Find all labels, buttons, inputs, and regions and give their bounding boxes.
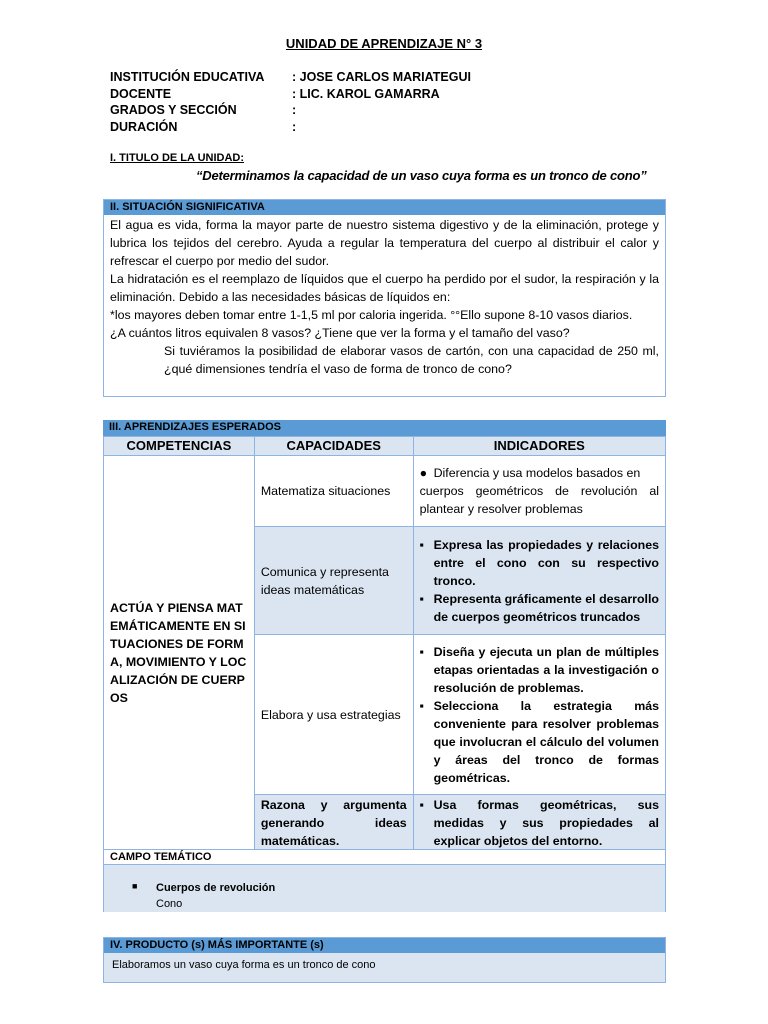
section4-heading: IV. PRODUCTO (s) MÁS IMPORTANTE (s) [104,938,665,953]
competencia-text: ACTÚA Y PIENSA MATEMÁTICAMENTE EN SITUACIONES DE FORMA, MOVIMIENTO Y LOCALIZACIÓN DE CUERPOS [110,601,247,705]
col-header-competencias: COMPETENCIAS [104,437,255,456]
section3-heading: III. APRENDIZAJES ESPERADOS [103,420,666,436]
capacidad-cell [254,795,413,851]
info-value: : LIC. KAROL GAMARRA [292,87,440,101]
indicador-text: Diseña y ejecuta un plan de múltiples etapas orientadas a la investigación o resolución de problemas. [433,644,659,695]
paragraph: *los mayores deben tomar entre 1-1,5 ml por caloria ingerida. °°Ello supone 8-10 vasos diarios. [110,308,633,322]
col-header-indicadores: INDICADORES [413,437,665,456]
capacidad-cell [254,456,413,527]
paragraph: ¿A cuántos litros equivalen 8 vasos? ¿Tiene que ver la forma y el tamaño del vaso? [110,326,570,340]
bullet-icon: ▪ [419,698,425,713]
indicador-cell [413,635,665,795]
document-title: UNIDAD DE APRENDIZAJE N° 3 [285,36,483,51]
capacidad-text: Elabora y usa estrategias [260,707,401,722]
section2-body [104,215,665,379]
paragraph: Si tuviéramos la posibilidad de elaborar vasos de cartón, con una capacidad de 250 ml, ¿qué dimensiones tendría el vaso de forma de tronco de cono? [164,344,659,376]
indicador-item [420,643,659,697]
indicador-text: Expresa las propiedades y relaciones entre el cono con su respectivo tronco. [433,537,659,588]
indicador-item [420,536,659,590]
unit-title: “Determinamos la capacidad de un vaso cuya forma es un tronco de cono” [196,168,647,183]
paragraph: La hidratación es el reemplazo de líquidos que el cuerpo ha perdido por el sudor, la respiración y la eliminación. Debido a las necesidades básicas de líquidos en: [110,272,659,304]
indicador-item [420,796,659,850]
indicador-item [420,697,659,787]
info-label: INSTITUCIÓN EDUCATIVA [110,70,265,84]
bullet-icon: ▪ [419,537,425,552]
indicador-item [420,590,659,626]
info-label: DOCENTE [110,87,172,101]
campo-body [104,865,665,912]
bullet-icon: ▪ [419,797,425,812]
campo-subitem: Cono [156,898,183,910]
indicador-text: Diferencia y usa modelos basados en [433,466,641,480]
competencia-cell [104,456,255,851]
indicador-text: Selecciona la estrategia más conveniente para resolver problemas que involucran el cálculo del volumen y áreas del tronco de formas geométricas. [433,698,659,785]
bullet-icon: ● [419,466,428,480]
capacidad-text: Matematiza situaciones [260,484,391,498]
campo-heading: CAMPO TEMÁTICO [104,850,665,865]
indicador-item: cuerpos geométricos de revolución al plantear y resolver problemas [419,484,659,516]
info-label: GRADOS Y SECCIÓN [110,103,237,117]
campo-tematico-box [103,849,666,912]
capacidad-text: Razona y argumenta generando ideas matemáticas. [260,797,407,848]
bullet-icon: ■ [132,881,138,891]
capacidad-cell [254,527,413,635]
col-header-capacidades: CAPACIDADES [254,437,413,456]
situacion-significativa-box [103,199,666,397]
bullet-icon: ▪ [419,591,425,606]
capacidad-cell [254,635,413,795]
info-value: : [292,103,297,117]
aprendizajes-table [103,436,666,851]
info-value: : JOSE CARLOS MARIATEGUI [292,70,471,84]
indicador-cell [413,527,665,635]
producto-box [103,937,666,983]
indicador-text: Representa gráficamente el desarrollo de cuerpos geométricos truncados [433,591,659,624]
indicador-cell [413,795,665,851]
campo-item: Cuerpos de revolución [156,882,276,894]
section2-heading: II. SITUACIÓN SIGNIFICATIVA [104,200,665,215]
indicador-text: Usa formas geométricas, sus medidas y sus propiedades al explicar objetos del entorno. [433,797,659,848]
indicador-item [420,464,659,482]
capacidad-text: Comunica y representa ideas matemáticas [260,564,389,597]
info-value: : [292,120,297,134]
bullet-icon: ▪ [419,644,425,659]
info-label: DURACIÓN [110,120,178,134]
section1-heading: I. TITULO DE LA UNIDAD: [110,152,245,164]
producto-text: Elaboramos un vaso cuya forma es un tronco de cono [104,953,665,982]
paragraph: El agua es vida, forma la mayor parte de nuestro sistema digestivo y de la eliminación, protege y lubrica los tejidos del cerebro. Ayuda a regular la temperatura del cuerpo al distribuir el calor y refrescar el cuerpo por medio del sudor. [110,218,659,268]
indicador-cell [413,456,665,527]
